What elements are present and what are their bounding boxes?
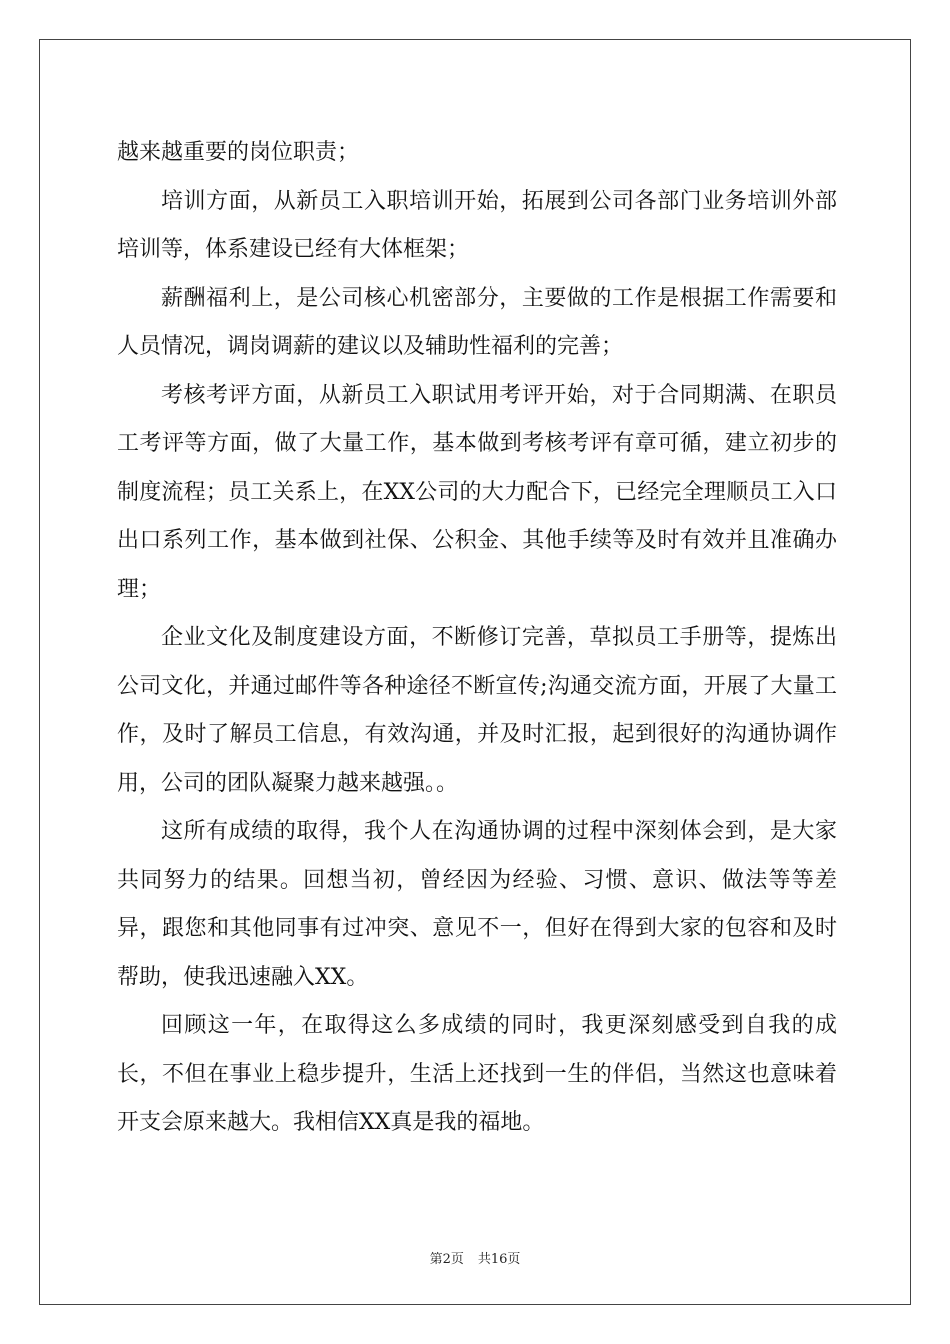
- paragraph-1: 越来越重要的岗位职责；: [117, 140, 360, 165]
- paragraph-3: 薪酬福利上，是公司核心机密部分，主要做的工作是根据工作需要和人员情况，调岗调薪的建议以及辅助性福利的完善；: [117, 285, 837, 359]
- page-total: 共16页: [477, 1252, 521, 1267]
- paragraph-6: 这所有成绩的取得，我个人在沟通协调的过程中深刻体会到，是大家共同努力的结果。回想当初，曾经因为经验、习惯、意识、做法等等差异，跟您和其他同事有过冲突、意见不一，但好在得到大家的包容和及时帮助，使我迅速融入XX。: [117, 819, 837, 990]
- paragraph-2: 培训方面，从新员工入职培训开始，拓展到公司各部门业务培训外部培训等，体系建设已经有大体框架；: [117, 188, 837, 262]
- document-body: [117, 129, 837, 1148]
- paragraph-7: 回顾这一年，在取得这么多成绩的同时，我更深刻感受到自我的成长，不但在事业上稳步提升，生活上还找到一生的伴侣，当然这也意味着开支会原来越大。我相信XX真是我的福地。: [117, 1013, 837, 1135]
- page-number: 第2页: [429, 1252, 464, 1267]
- paragraph-5: 企业文化及制度建设方面，不断修订完善，草拟员工手册等，提炼出公司文化，并通过邮件等各种途径不断宣传;沟通交流方面，开展了大量工作，及时了解员工信息，有效沟通，并及时汇报，起到很好的沟通协调作用，公司的团队凝聚力越来越强。。: [117, 625, 837, 796]
- paragraph-4: 考核考评方面，从新员工入职试用考评开始，对于合同期满、在职员工考评等方面，做了大量工作，基本做到考核考评有章可循，建立初步的制度流程；员工关系上，在XX公司的大力配合下，已经完全理顺员工入口出口系列工作，基本做到社保、公积金、其他手续等及时有效并且准确办理；: [117, 382, 837, 602]
- page-footer: [0, 1248, 950, 1267]
